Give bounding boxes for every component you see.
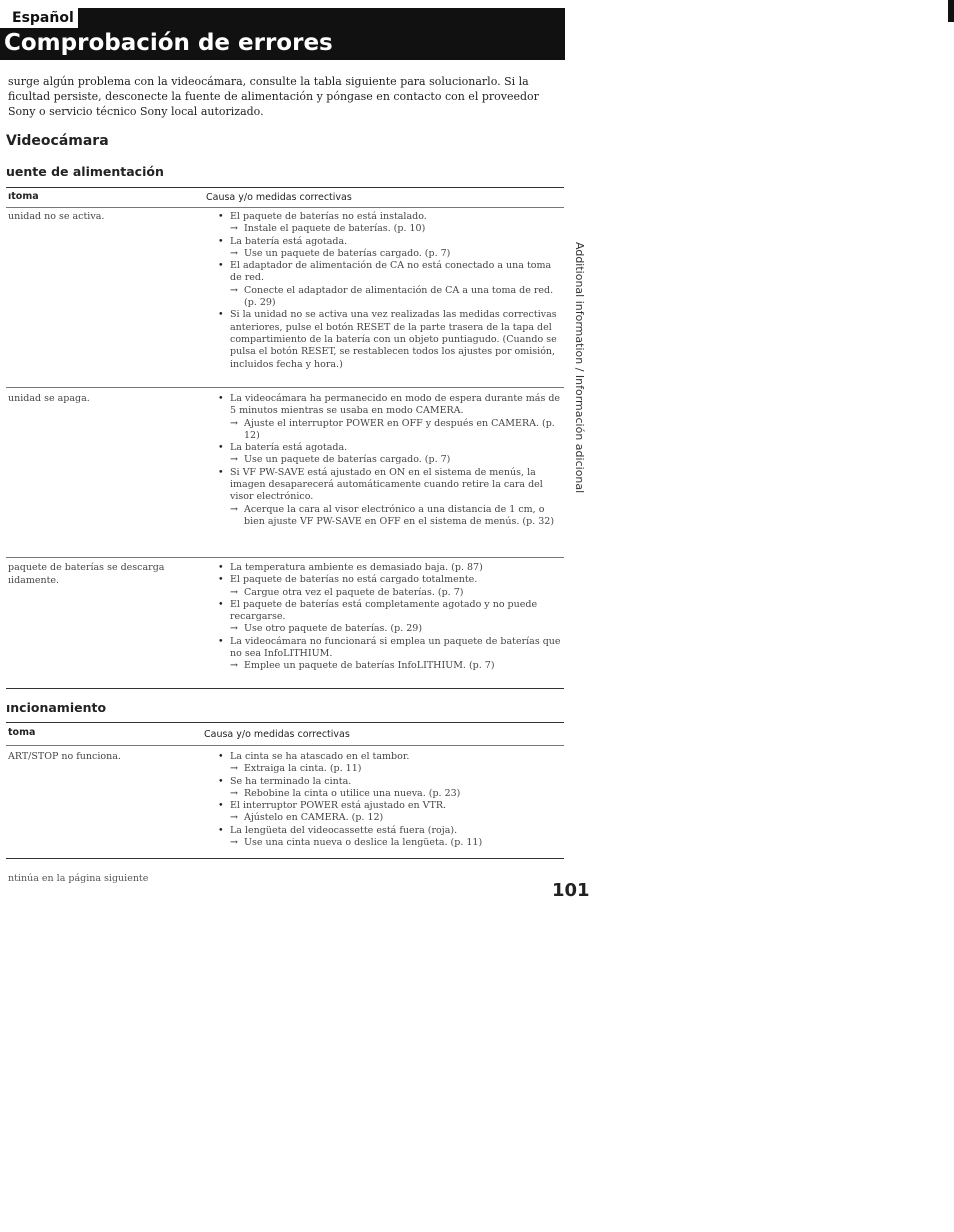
sidebar-section-label: Additional information / Información adicional — [573, 242, 586, 494]
cause-item: • La videocámara no funcionará si emplea un paquete de baterías que no sea InfoLITHIUM. — [218, 636, 564, 661]
cause-item: • El interruptor POWER está ajustado en VTR. — [218, 800, 564, 812]
edge-mark — [948, 0, 954, 22]
operation-table-top-rule — [6, 722, 564, 723]
power-row-1-symptom: unidad no se activa. — [8, 211, 105, 222]
remedy-item: → Acerque la cara al visor electrónico a una distancia de 1 cm, o bien ajuste VF PW-SAVE en OFF en el sistema de menús. (p. 32) — [218, 504, 564, 529]
operation-col-cause: Causa y/o medidas correctivas — [204, 729, 350, 740]
operation-row-1-symptom: ART/STOP no funciona. — [8, 751, 121, 762]
power-row-1-causes — [218, 211, 564, 371]
cause-item: • La videocámara ha permanecido en modo de espera durante más de 5 minutos mientras se usaba en modo CAMERA. — [218, 393, 564, 418]
power-row-3-symptom: paquete de baterías se descarga ıidamente. — [8, 562, 165, 586]
remedy-item: → Conecte el adaptador de alimentación de CA a una toma de red. (p. 29) — [218, 285, 564, 310]
remedy-item: → Emplee un paquete de baterías InfoLITHIUM. (p. 7) — [218, 660, 564, 672]
remedy-item: → Ajústelo en CAMERA. (p. 12) — [218, 812, 564, 824]
section-title: Videocámara — [6, 133, 109, 149]
remedy-item: → Use un paquete de baterías cargado. (p. 7) — [218, 454, 564, 466]
cause-item: • La lengüeta del videocassette está fuera (roja). — [218, 825, 564, 837]
cause-item: • El adaptador de alimentación de CA no está conectado a una toma de red. — [218, 260, 564, 285]
power-row-1-rule — [6, 387, 564, 388]
intro-paragraph: surge algún problema con la videocámara, consulte la tabla siguiente para solucionarlo. Si la ficultad persiste, desconecte la fuente de alimentación y póngase en contacto con el proveedor Sony o servicio técnico Sony local autorizado. — [8, 75, 539, 118]
remedy-item: → Extraiga la cinta. (p. 11) — [218, 763, 564, 775]
cause-item: • La batería está agotada. — [218, 442, 564, 454]
cause-item: • Si VF PW-SAVE está ajustado en ON en el sistema de menús, la imagen desaparecerá automáticamente cuando retire la cara del visor electrónico. — [218, 467, 564, 504]
remedy-item: → Instale el paquete de baterías. (p. 10) — [218, 223, 564, 235]
cause-item: • Si la unidad no se activa una vez realizadas las medidas correctivas anteriores, pulse el botón RESET de la parte trasera de la tapa del compartimiento de la batería con un objeto puntiagudo. (Cuando se pulsa el botón RESET, se restablecen todos los ajustes por omisión, incluidos fecha y hora.) — [218, 309, 564, 370]
cause-list — [218, 751, 564, 849]
power-row-3-causes — [218, 562, 564, 673]
power-header-rule — [6, 207, 564, 208]
cause-item: • La temperatura ambiente es demasiado baja. (p. 87) — [218, 562, 564, 574]
remedy-item: → Rebobine la cinta o utilice una nueva. (p. 23) — [218, 788, 564, 800]
operation-table-bottom-rule — [6, 858, 564, 859]
operation-section-title: ıncionamiento — [6, 700, 107, 715]
cause-list — [218, 393, 564, 528]
cause-list — [218, 562, 564, 673]
header-bar — [0, 8, 565, 60]
power-col-cause: Causa y/o medidas correctivas — [206, 192, 352, 203]
power-section-title: uente de alimentación — [6, 164, 164, 179]
power-table-bottom-rule — [6, 688, 564, 689]
cause-item: • El paquete de baterías no está instalado. — [218, 211, 564, 223]
language-tab: Español — [0, 8, 78, 28]
page-number: 101 — [552, 880, 590, 901]
power-row-2-rule — [6, 557, 564, 558]
cause-item: • Se ha terminado la cinta. — [218, 776, 564, 788]
remedy-item: → Cargue otra vez el paquete de baterías. (p. 7) — [218, 587, 564, 599]
power-row-2-causes — [218, 393, 564, 528]
operation-col-symptom: toma — [8, 727, 36, 738]
cause-list — [218, 211, 564, 371]
cause-item: • La cinta se ha atascado en el tambor. — [218, 751, 564, 763]
remedy-item: → Use una cinta nueva o deslice la lengüeta. (p. 11) — [218, 837, 564, 849]
page-title: Comprobación de errores — [4, 30, 333, 56]
continued-note: ntinúa en la página siguiente — [8, 873, 149, 884]
remedy-item: → Use otro paquete de baterías. (p. 29) — [218, 623, 564, 635]
power-col-symptom: ıtoma — [8, 191, 39, 202]
remedy-item: → Ajuste el interruptor POWER en OFF y después en CAMERA. (p. 12) — [218, 418, 564, 443]
cause-item: • El paquete de baterías no está cargado totalmente. — [218, 574, 564, 586]
power-table-top-rule — [6, 187, 564, 188]
operation-header-rule — [6, 745, 564, 746]
cause-item: • La batería está agotada. — [218, 236, 564, 248]
power-row-2-symptom: unidad se apaga. — [8, 393, 90, 404]
remedy-item: → Use un paquete de baterías cargado. (p. 7) — [218, 248, 564, 260]
operation-row-1-causes — [218, 751, 564, 849]
cause-item: • El paquete de baterías está completamente agotado y no puede recargarse. — [218, 599, 564, 624]
